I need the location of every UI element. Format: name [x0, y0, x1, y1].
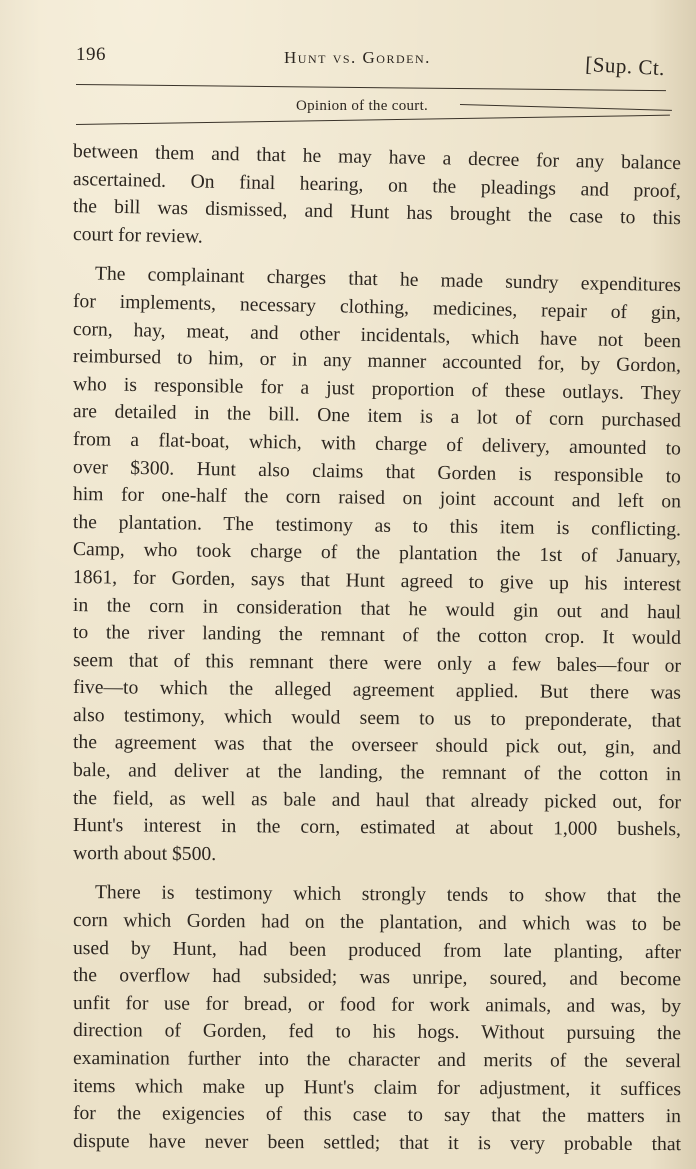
- text-line: for the exigencies of this case to say that the matters in: [72, 1103, 682, 1128]
- text-line: worth about $500.: [72, 842, 217, 865]
- text-line: corn, hay, meat, and other incidentals, which have not been: [72, 318, 682, 352]
- text-line: for implements, necessary clothing, medicines, repair of gin,: [72, 290, 682, 325]
- text-line: 1861, for Gorden, says that Hunt agreed to give up his interest: [72, 566, 682, 596]
- text-line: to the river landing the remnant of the cotton crop. It would: [72, 622, 682, 649]
- text-line: There is testimony which strongly tends to show that the: [94, 882, 682, 908]
- text-line: who is responsible for a just proportion of these outlays. They: [72, 373, 682, 405]
- running-head: [76, 44, 676, 80]
- text-line: unfit for use for bread, or food for work animals, and was, by: [72, 992, 682, 1017]
- text-line: bale, and deliver at the landing, the remnant of the cotton in: [72, 760, 682, 786]
- text-line: examination further into the character and merits of the several: [72, 1048, 682, 1073]
- header-rule-bottom: [76, 115, 670, 125]
- paragraph-2: [73, 260, 681, 867]
- text-line: items which make up Hunt's claim for adjustment, it suffices: [72, 1075, 682, 1100]
- paragraph-3: [73, 879, 681, 1155]
- page-number: 196: [76, 44, 106, 65]
- text-line: reimbursed to him, or in any manner accounted for, by Gordon,: [72, 346, 682, 377]
- text-line: direction of Gorden, fed to his hogs. Without pursuing the: [72, 1020, 682, 1045]
- text-line: also testimony, which would seem to us to preponderate, that: [72, 704, 682, 732]
- text-line: the agreement was that the overseer should pick out, gin, and: [72, 732, 682, 760]
- text-line: the plantation. The testimony as to this item is conflicting.: [72, 511, 682, 541]
- text-line: The complainant charges that he made sundry expenditures: [94, 263, 682, 297]
- text-line: court for review.: [72, 223, 204, 248]
- text-line: ascertained. On final hearing, on the pleadings and proof,: [72, 168, 682, 202]
- text-line: in the corn in consideration that he would gin out and haul: [72, 594, 682, 623]
- text-line: five—to which the alleged agreement applied. But there was: [72, 677, 682, 705]
- text-line: him for one-half the corn raised on joint account and left on: [72, 484, 682, 513]
- section-heading-rule: [460, 104, 672, 111]
- text-line: from a flat-boat, which, with charge of delivery, amounted to: [72, 428, 682, 460]
- text-line: between them and that he may have a decree for any balance: [72, 141, 682, 175]
- text-line: dispute have never been settled; that it is very probable that: [72, 1130, 682, 1155]
- paragraph-1: [73, 138, 681, 248]
- header-rule-top: [76, 84, 666, 91]
- opinion-text: [73, 138, 681, 1155]
- text-line: over $300. Hunt also claims that Gorden is responsible to: [72, 456, 682, 488]
- text-line: are detailed in the bill. One item is a lot of corn purchased: [72, 401, 682, 432]
- text-line: seem that of this remnant there were only a few bales—four or: [72, 649, 682, 677]
- court-reference: [Sup. Ct.: [584, 52, 666, 81]
- text-line: the bill was dismissed, and Hunt has brought the case to this: [72, 196, 682, 230]
- text-line: corn which Gorden had on the plantation, and which was to be: [72, 910, 682, 936]
- text-line: Hunt's interest in the corn, estimated at about 1,000 bushels,: [72, 815, 682, 841]
- case-title: Hunt vs. Gorden.: [284, 48, 431, 67]
- section-heading: Opinion of the court.: [296, 98, 429, 114]
- text-line: the overflow had subsided; was unripe, soured, and become: [72, 965, 682, 991]
- text-line: used by Hunt, had been produced from late planting, after: [72, 937, 682, 963]
- text-line: the field, as well as bale and haul that already picked out, for: [72, 787, 682, 813]
- text-line: Camp, who took charge of the plantation the 1st of January,: [72, 539, 682, 568]
